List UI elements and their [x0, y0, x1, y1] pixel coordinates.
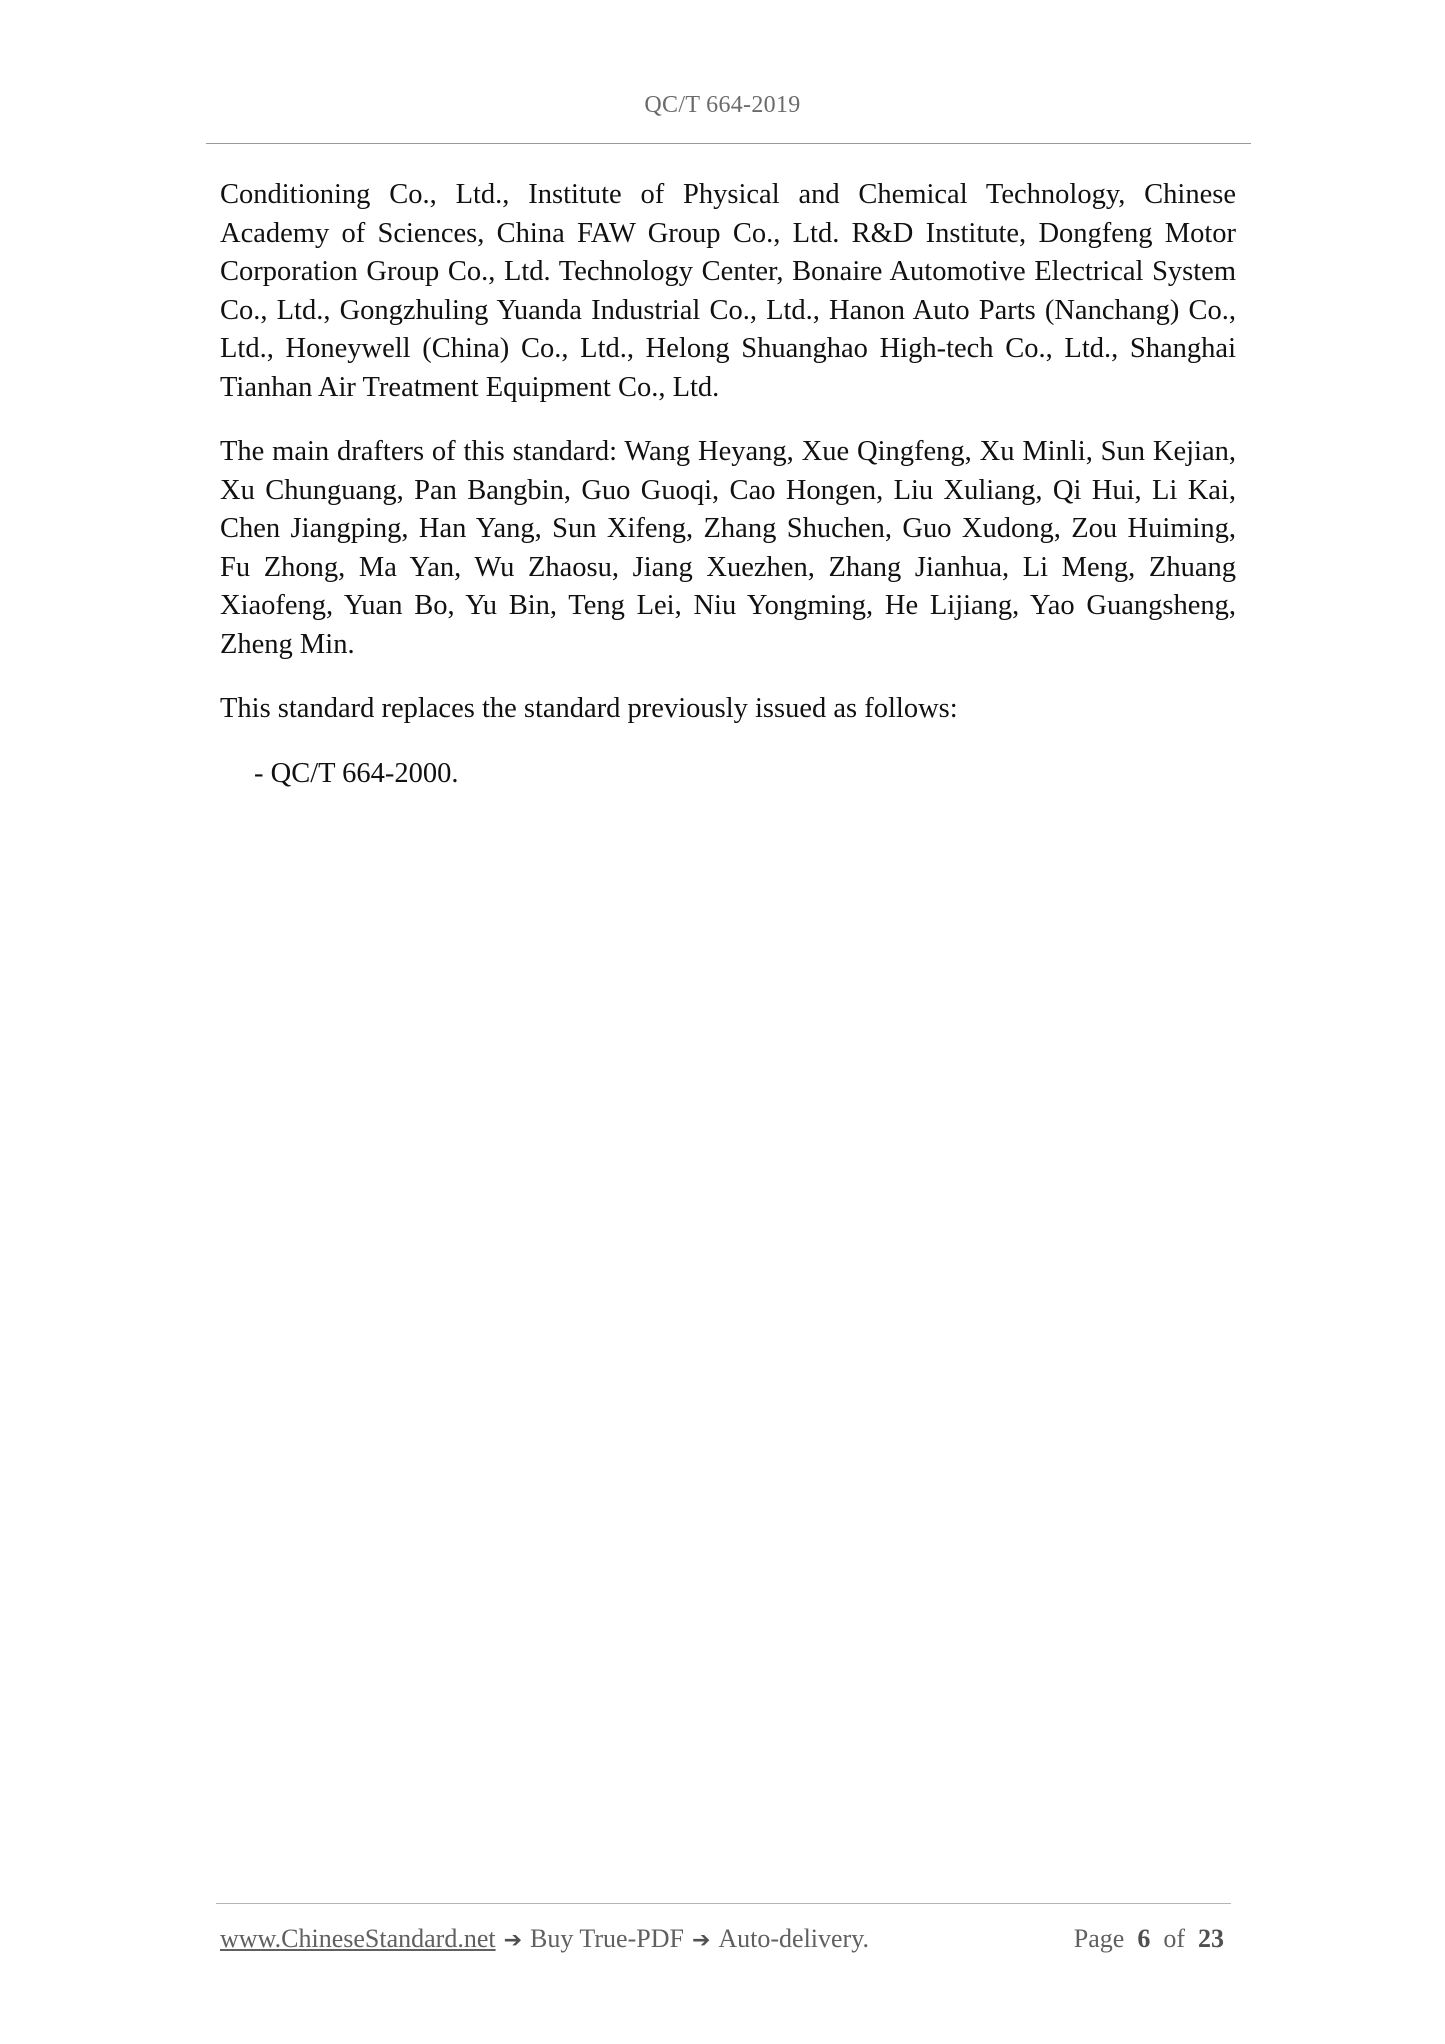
- website-link[interactable]: www.ChineseStandard.net: [220, 1924, 496, 1953]
- page-number: [1074, 1924, 1224, 1954]
- auto-delivery-text: Auto-delivery.: [718, 1924, 870, 1953]
- page-total: 23: [1198, 1924, 1224, 1953]
- paragraph-drafting-organizations: Conditioning Co., Ltd., Institute of Physical and Chemical Technology, Chinese Academy of Sciences, China FAW Group Co., Ltd. R&D Institute, Dongfeng Motor Corporation Group Co., Ltd. Technology Center, Bonaire Automotive Electrical System Co., Ltd., Gongzhuling Yuanda Industrial Co., Ltd., Hanon Auto Parts (Nanchang) Co., Ltd., Honeywell (China) Co., Ltd., Helong Shuanghao High-tech Co., Ltd., Shanghai Tianhan Air Treatment Equipment Co., Ltd.: [220, 179, 1236, 403]
- page-of-label: of: [1163, 1924, 1185, 1953]
- arrow-right-icon: ➔: [503, 1928, 523, 1953]
- buy-true-pdf-text: Buy True-PDF: [530, 1924, 684, 1953]
- footer-promo: [220, 1924, 869, 1954]
- page-current: 6: [1137, 1924, 1151, 1953]
- footer-divider: [216, 1903, 1231, 1904]
- page-header: QC/T 664-2019: [644, 92, 801, 118]
- paragraph-main-drafters: The main drafters of this standard: Wang Heyang, Xue Qingfeng, Xu Minli, Sun Kejian, Xu Chunguang, Pan Bangbin, Guo Guoqi, Cao Hongen, Liu Xuliang, Qi Hui, Li Kai, Chen Jiangping, Han Yang, Sun Xifeng, Zhang Shuchen, Guo Xudong, Zou Huiming, Fu Zhong, Ma Yan, Wu Zhaosu, Jiang Xuezhen, Zhang Jianhua, Li Meng, Zhuang Xiaofeng, Yuan Bo, Yu Bin, Teng Lei, Niu Yongming, He Lijiang, Yao Guangsheng, Zheng Min.: [220, 436, 1236, 660]
- page-footer: [220, 1924, 1230, 1960]
- page-label: Page: [1073, 1924, 1125, 1953]
- document-body: [220, 176, 1236, 793]
- list-item-replaced-standard: - QC/T 664-2000.: [254, 757, 459, 789]
- header-divider: [206, 143, 1251, 144]
- paragraph-replaces-standard: This standard replaces the standard previously issued as follows:: [220, 693, 958, 724]
- arrow-right-icon: ➔: [691, 1928, 711, 1953]
